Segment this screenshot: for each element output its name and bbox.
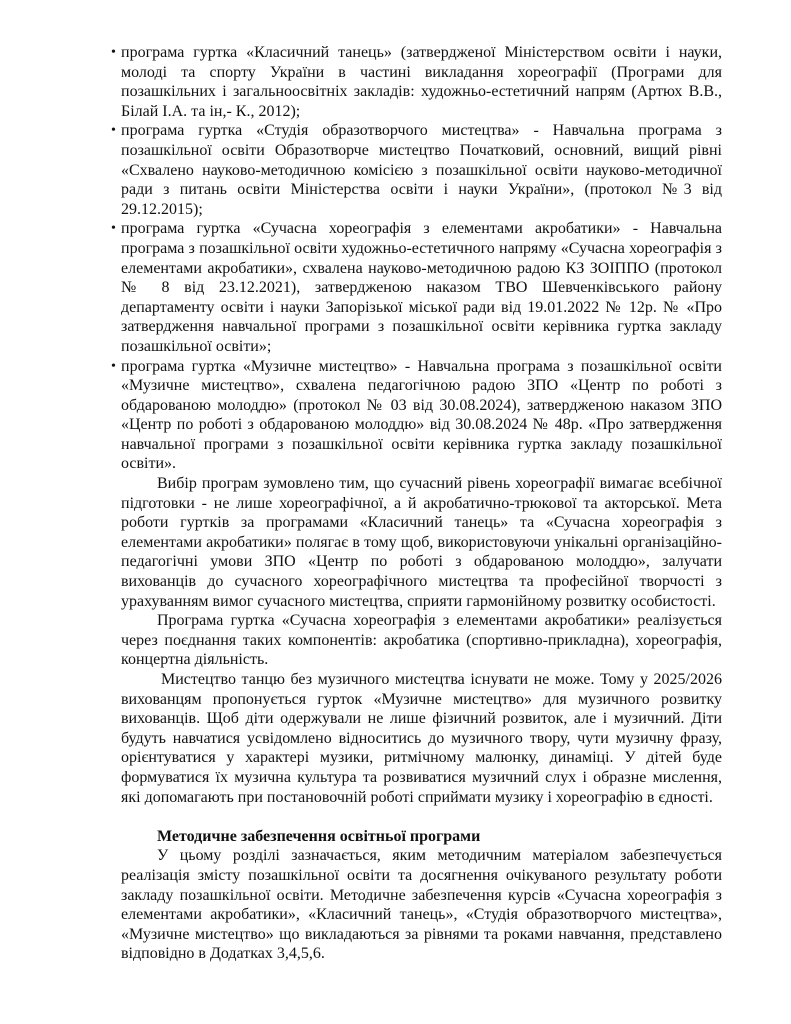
- paragraph-music-art: Мистецтво танцю без музичного мистецтва існувати не може. Тому у 2025/2026 вихованцям пропонується гурток «Музичне мистецтво» для музичного розвитку вихованців. Щоб діти одержували не лише фізичний розвиток, але і музичний. Діти будуть навчатися усвідомлено відноситись до музичного твору, чути музичну фразу, орієнтуватися у характері музики, ритмічному малюнку, динаміці. У дітей буде формуватися їх музична культура та розвиватися музичний слух і образне мислення, які допомагають при постановочній роботі сприймати музику і хореографію в єдності.: [121, 671, 722, 806]
- document-page: [111, 43, 722, 964]
- bullet-item-art-studio: [111, 121, 722, 219]
- bullet-icon: •: [111, 45, 116, 60]
- paragraph-program-choice: Вибір програм зумовлено тим, що сучасний рівень хореографії вимагає всебічної підготовки - не лише хореографічної, а й акробатично-трюкової та акторської. Мета роботи гуртків за програмами «Класичний танець» та «Сучасна хореографія з елементами акробатики» полягає в тому щоб, використовуючи унікальні організаційно-педагогічні умови ЗПО «Центр по роботі з обдарованою молоддю», залучати вихованців до сучасного хореографічного мистецтва та професійної творчості з урахуванням вимог сучасного мистецтва, сприяти гармонійному розвитку особистості.: [121, 475, 722, 610]
- bullet-text: програма гуртка «Музичне мистецтво» - Навчальна програма з позашкільної освіти «Музичне мистецтво», схвалена педагогічною радою ЗПО «Центр по роботі з обдарованою молоддю» (протокол № 03 від 30.08.2024), затвердженою наказом ЗПО «Центр по роботі з обдарованою молоддю» від 30.08.2024 № 48р. «Про затвердження навчальної програми з позашкільної освіти керівника гуртка закладу позашкільної освіти».: [121, 357, 722, 473]
- section-heading: Методичне забезпечення освітньої програми: [157, 827, 481, 845]
- bullet-item-classical-dance: [111, 43, 722, 121]
- bullet-icon: •: [111, 221, 116, 237]
- bullet-item-music-art: [111, 357, 722, 475]
- bullet-icon: •: [111, 358, 116, 374]
- bullet-icon: •: [111, 123, 116, 139]
- section-body: У цьому розділі зазначається, яким методичним матеріалом забезпечується реалізація змісту позашкільної освіти та досягнення очікуваного результату роботи закладу позашкільної освіти. Методичне забезпечення курсів «Сучасна хореографія з елементами акробатики», «Класичний танець», «Студія образотворчого мистецтва», «Музичне мистецтво» що викладаються за рівнями та роками навчання, представлено відповідно в Додатках 3,4,5,6.: [121, 847, 722, 963]
- bullet-item-modern-choreography: [111, 219, 722, 356]
- blank-line: [121, 807, 722, 827]
- bullet-text: програма гуртка «Класичний танець» (затвердженої Міністерством освіти і науки, молоді та спорту України в частині викладання хореографії (Програми для позашкільних і загальноосвітніх закладів: художньо-естетичний напрям (Артюх В.В., Білай І.А. та ін,- К., 2012);: [121, 44, 722, 120]
- bullet-text: програма гуртка «Сучасна хореографія з елементами акробатики» - Навчальна програма з позашкільної освіти художньо-естетичного напряму «Сучасна хореографія з елементами акробатики», схвалена науково-методичною радою КЗ ЗОІППО (протокол № 8 від 23.12.2021), затвердженою наказом ТВО Шевченківського району департаменту освіти і науки Запорізької міської ради від 19.01.2022 № 12р. № «Про затвердження навчальної програми з позашкільної освіти керівника гуртка закладу позашкільної освіти»;: [121, 220, 722, 355]
- bullet-text: програма гуртка «Студія образотворчого мистецтва» - Навчальна програма з позашкільної освіти Образотворче мистецтво Початковий, основний, вищий рівні «Схвалено науково-методичною комісією з позашкільної освіти науково-методичної ради з питань освіти Міністерства освіти і науки України», (протокол №3 від 29.12.2015);: [121, 122, 722, 218]
- paragraph-program-components: Програма гуртка «Сучасна хореографія з елементами акробатики» реалізується через поєднання таких компонентів: акробатика (спортивно-прикладна), хореографія, концертна діяльність.: [121, 612, 722, 669]
